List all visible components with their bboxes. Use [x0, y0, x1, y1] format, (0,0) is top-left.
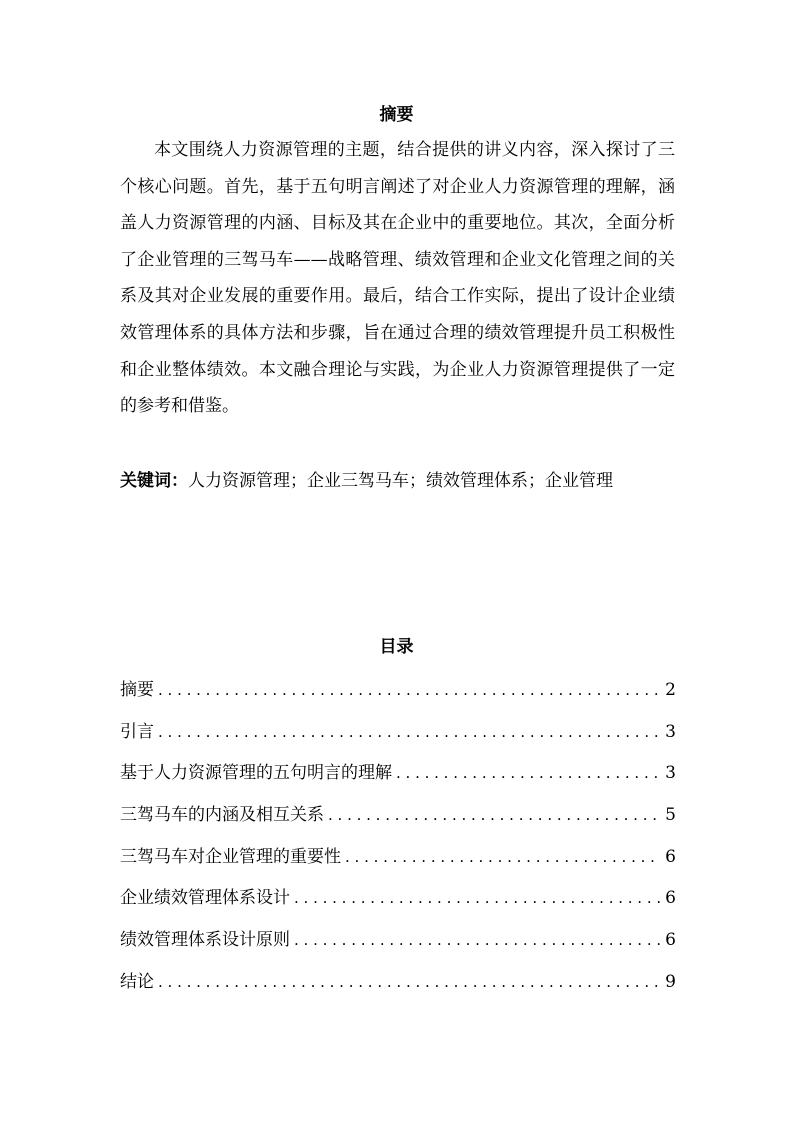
- toc-leader-dots: [396, 759, 661, 787]
- keywords-line: [120, 466, 680, 496]
- toc-leader-dots: [158, 968, 661, 996]
- toc-entry-page: 3: [665, 763, 676, 784]
- toc-entry-text: 三驾马车的内涵及相互关系: [120, 805, 324, 826]
- keywords-text: 人力资源管理；企业三驾马车；绩效管理体系；企业管理: [188, 471, 613, 491]
- toc-leader-dots: [294, 884, 661, 912]
- toc-entry-page: 6: [665, 930, 676, 951]
- keywords-label: 关键词：: [120, 471, 188, 491]
- toc-entry[interactable]: [120, 759, 676, 801]
- toc-entry-text: 绩效管理体系设计原则: [120, 930, 290, 951]
- toc-entry[interactable]: [120, 968, 676, 1010]
- toc-entry-page: 2: [665, 680, 676, 700]
- toc-entry-text: 摘要: [120, 680, 154, 700]
- toc-leader-dots: [345, 843, 661, 871]
- toc-entry[interactable]: [120, 926, 676, 968]
- toc-entry-page: 9: [665, 971, 676, 992]
- toc-leader-dots: [328, 801, 661, 829]
- toc-entry-page: 5: [665, 805, 676, 826]
- toc-title: 目录: [379, 637, 414, 657]
- toc-entry-text: 企业绩效管理体系设计: [120, 888, 290, 909]
- abstract-body: 本文围绕人力资源管理的主题，结合提供的讲义内容，深入探讨了三个核心问题。首先，基于五句明言阐述了对企业人力资源管理的理解，涵盖人力资源管理的内涵、目标及其在企业中的重要地位。其次，全面分析了企业管理的三驾马车——战略管理、绩效管理和企业文化管理之间的关系及其对企业发展的重要作用。最后，结合工作实际，提出了设计企业绩效管理体系的具体方法和步骤，旨在通过合理的绩效管理提升员工积极性和企业整体绩效。本文融合理论与实践，为企业人力资源管理提供了一定的参考和借鉴。: [120, 140, 675, 417]
- toc-entry-page: 3: [665, 721, 676, 742]
- toc-entry-text: 引言: [120, 721, 154, 742]
- toc-entry-text: 基于人力资源管理的五句明言的理解: [120, 763, 392, 784]
- toc-leader-dots: [158, 676, 661, 704]
- toc-entry-page: 6: [665, 846, 676, 867]
- toc-entry[interactable]: [120, 801, 676, 843]
- toc-entry[interactable]: [120, 718, 676, 760]
- abstract-title: 摘要: [379, 105, 414, 125]
- toc-entry[interactable]: [120, 843, 676, 885]
- toc-list: [120, 676, 676, 1010]
- toc-leader-dots: [294, 926, 661, 954]
- toc-entry[interactable]: [120, 676, 676, 718]
- toc-entry-text: 三驾马车对企业管理的重要性: [120, 846, 341, 867]
- toc-entry-text: 结论: [120, 971, 154, 992]
- toc-leader-dots: [158, 718, 661, 746]
- toc-entry[interactable]: [120, 884, 676, 926]
- toc-entry-page: 6: [665, 888, 676, 909]
